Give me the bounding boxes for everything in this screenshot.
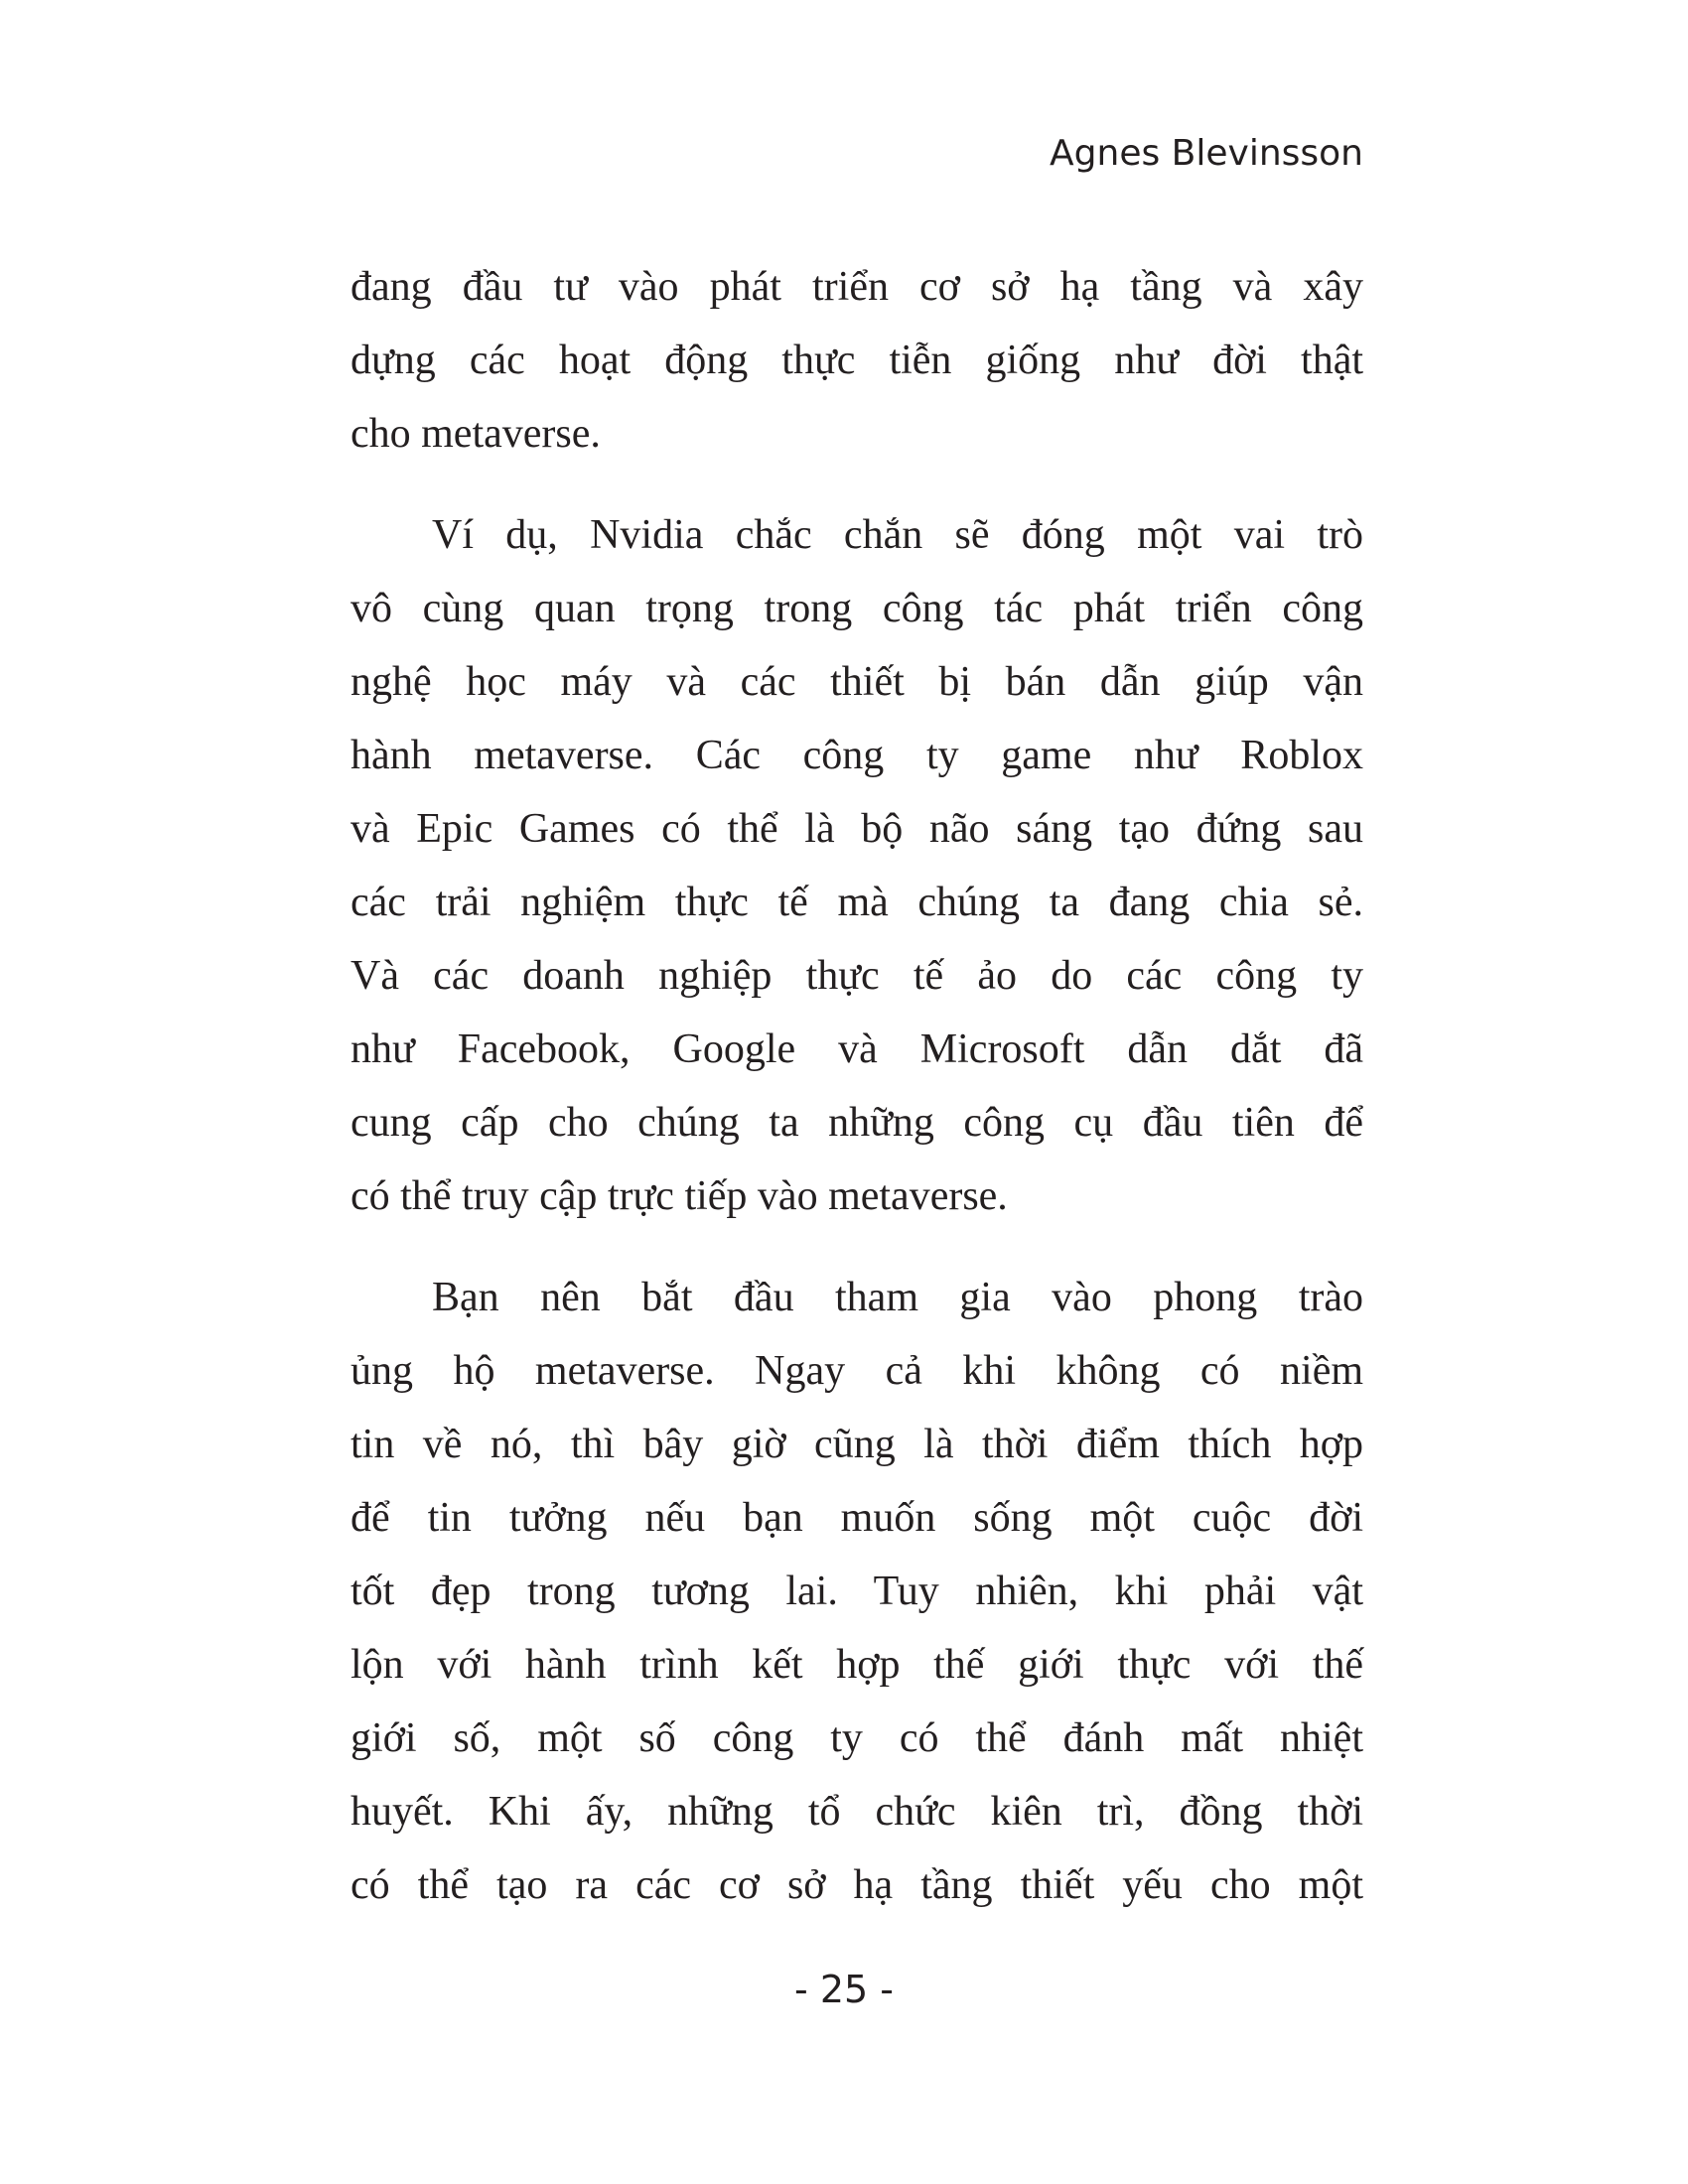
text-line: như Facebook, Google và Microsoft dẫn dắt đã xyxy=(351,1026,1363,1072)
text-line: các trải nghiệm thực tế mà chúng ta đang chia sẻ. xyxy=(351,880,1363,925)
text-line: nghệ học máy và các thiết bị bán dẫn giúp vận xyxy=(351,659,1363,705)
text-line: hành metaverse. Các công ty game như Roblox xyxy=(351,733,1363,778)
text-line: ủng hộ metaverse. Ngay cả khi không có niềm xyxy=(351,1348,1363,1394)
text-line: để tin tưởng nếu bạn muốn sống một cuộc đời xyxy=(351,1495,1363,1541)
text-line: cho metaverse. xyxy=(351,411,601,457)
text-line: Ví dụ, Nvidia chắc chắn sẽ đóng một vai trò xyxy=(432,512,1363,558)
paragraph-1 xyxy=(351,250,1363,471)
text-line: đang đầu tư vào phát triển cơ sở hạ tầng và xây xyxy=(351,264,1363,310)
text-line: và Epic Games có thể là bộ não sáng tạo đứng sau xyxy=(351,806,1363,852)
text-line: giới số, một số công ty có thể đánh mất nhiệt xyxy=(351,1715,1363,1761)
paragraph-3 xyxy=(351,1261,1363,1922)
text-line: dựng các hoạt động thực tiễn giống như đời thật xyxy=(351,338,1363,383)
page-number: - 25 - xyxy=(794,1968,894,2011)
paragraph-2 xyxy=(351,498,1363,1233)
text-line: lộn với hành trình kết hợp thế giới thực với thế xyxy=(351,1642,1363,1688)
text-line: tốt đẹp trong tương lai. Tuy nhiên, khi phải vật xyxy=(351,1569,1363,1614)
text-line: có thể tạo ra các cơ sở hạ tầng thiết yếu cho một xyxy=(351,1862,1363,1908)
text-line: cung cấp cho chúng ta những công cụ đầu tiên để xyxy=(351,1100,1363,1146)
text-line: tin về nó, thì bây giờ cũng là thời điểm thích hợp xyxy=(351,1422,1363,1467)
text-line: có thể truy cập trực tiếp vào metaverse. xyxy=(351,1173,1008,1219)
text-line: huyết. Khi ấy, những tổ chức kiên trì, đồng thời xyxy=(351,1789,1363,1835)
running-header-author: Agnes Blevinsson xyxy=(1050,133,1363,174)
text-line: Và các doanh nghiệp thực tế ảo do các công ty xyxy=(351,953,1363,999)
text-line: vô cùng quan trọng trong công tác phát triển công xyxy=(351,586,1363,631)
body-text xyxy=(351,250,1363,1922)
text-line: Bạn nên bắt đầu tham gia vào phong trào xyxy=(432,1275,1363,1320)
